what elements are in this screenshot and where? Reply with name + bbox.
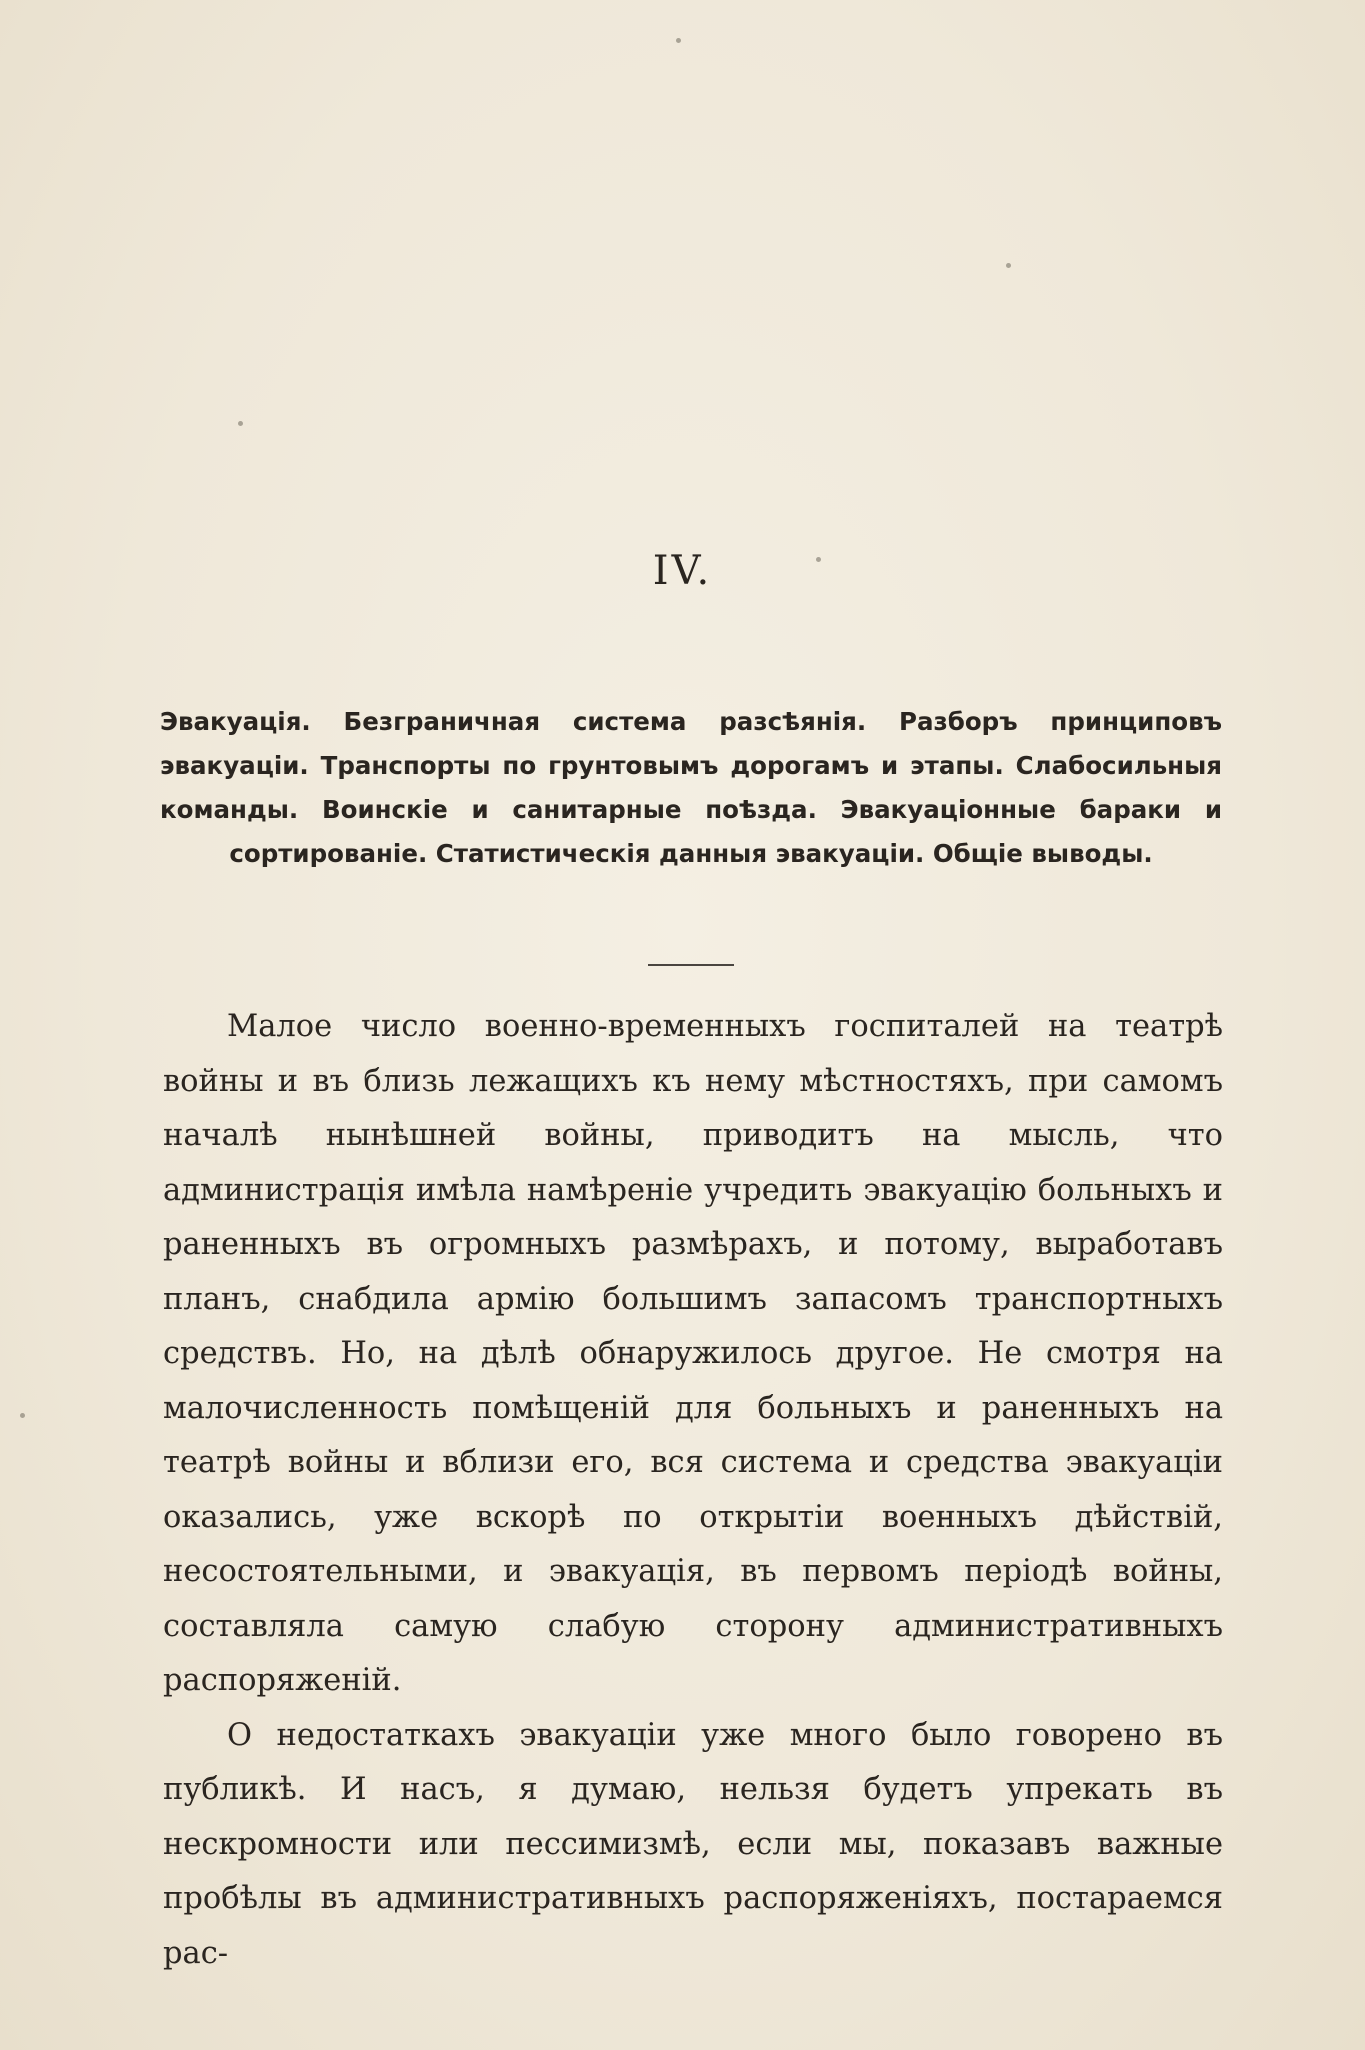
chapter-summary: Эвакуація. Безграничная система разсѣянія. Разборъ принциповъ эвакуаціи. Транспорты по грунтовымъ дорогамъ и этапы. Слабосильныя команды. Воинскіе и санитарные поѣзда. Эвакуаціонные бараки и сортированіе. Статистическія данныя эвакуаціи. Общіе выводы. xyxy=(160,707,1222,868)
body-text xyxy=(163,1000,1223,1981)
page-speck xyxy=(238,421,243,426)
paragraph: Малое число военно-временныхъ госпиталей на театрѣ войны и въ близь лежащихъ къ нему мѣстностяхъ, при самомъ началѣ нынѣшней войны, приводитъ на мысль, что администрація имѣла намѣреніе учредить эвакуацію больныхъ и раненныхъ въ огромныхъ размѣрахъ, и потому, выработавъ планъ, снабдила армію большимъ запасомъ транспортныхъ средствъ. Но, на дѣлѣ обнаружилось другое. Не смотря на малочисленность помѣщеній для больныхъ и раненныхъ на театрѣ войны и вблизи его, вся система и средства эвакуаціи оказались, уже вскорѣ по открытіи военныхъ дѣйствій, несостоятельными, и эвакуація, въ первомъ періодѣ войны, составляла самую слабую сторону административныхъ распоряженій. xyxy=(163,1009,1223,1698)
page-speck xyxy=(1006,263,1011,268)
page-speck xyxy=(20,1413,25,1418)
paragraph: О недостаткахъ эвакуаціи уже много было говорено въ публикѣ. И насъ, я думаю, нельзя будетъ упрекать въ нескромности или пессимизмѣ, если мы, показавъ важные пробѣлы въ административныхъ распоряженіяхъ, постараемся рас- xyxy=(163,1717,1223,1971)
section-divider xyxy=(648,964,734,966)
page-speck xyxy=(676,38,681,43)
chapter-number: IV. xyxy=(652,548,713,594)
